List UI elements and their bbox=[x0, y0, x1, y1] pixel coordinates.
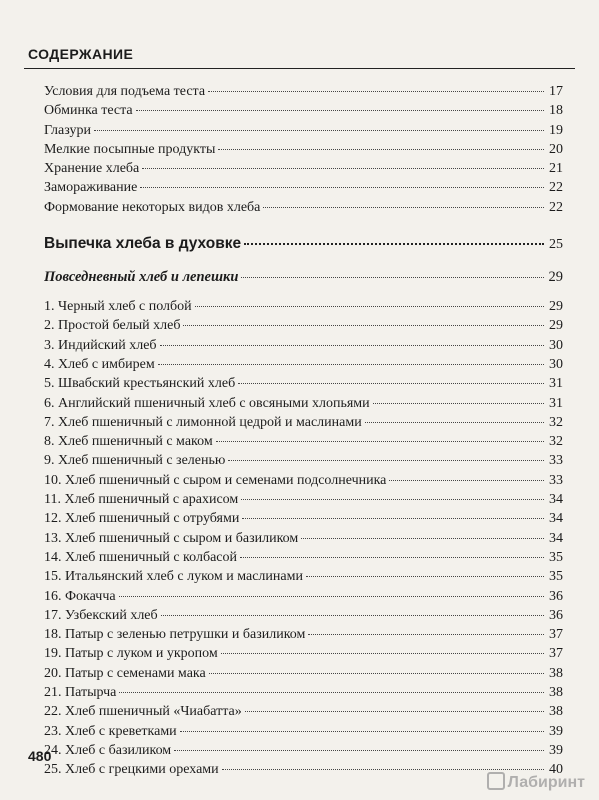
toc-entry-title: 5. Швабский крестьянский хлеб bbox=[44, 376, 236, 392]
toc-entry[interactable] bbox=[44, 374, 563, 393]
toc-entry-title: 7. Хлеб пшеничный с лимонной цедрой и маслинами bbox=[44, 414, 362, 430]
toc-subsection-title: Повседневный хлеб и лепешки bbox=[44, 269, 239, 286]
toc-entry-page: 33 bbox=[549, 472, 563, 488]
toc-entry-page: 18 bbox=[549, 103, 563, 119]
toc-entry[interactable] bbox=[44, 198, 563, 217]
toc-entry-title: 4. Хлеб с имбирем bbox=[44, 356, 155, 372]
toc-entry[interactable] bbox=[44, 159, 563, 178]
watermark bbox=[487, 772, 585, 792]
toc-leader-dots bbox=[174, 750, 544, 751]
running-header: СОДЕРЖАНИЕ bbox=[28, 46, 134, 62]
toc-entry-title: 15. Итальянский хлеб с луком и маслинами bbox=[44, 569, 303, 585]
toc-entry-page: 19 bbox=[549, 122, 563, 138]
toc-entry-title: 12. Хлеб пшеничный с отрубями bbox=[44, 511, 240, 527]
toc-entry[interactable] bbox=[44, 355, 563, 374]
labirint-logo-icon bbox=[487, 772, 505, 790]
toc-entry-page: 39 bbox=[549, 723, 563, 739]
toc-leader-dots bbox=[218, 149, 544, 150]
toc-entry-title: 24. Хлеб с базиликом bbox=[44, 742, 172, 758]
toc-recipe-entries bbox=[44, 297, 563, 779]
toc-entry-title: 1. Черный хлеб с полбой bbox=[44, 299, 192, 315]
toc-leader-dots bbox=[242, 518, 544, 519]
toc-leader-dots bbox=[301, 538, 544, 539]
toc-leader-dots bbox=[241, 277, 544, 278]
toc-entry[interactable] bbox=[44, 82, 563, 101]
toc-leader-dots bbox=[308, 634, 544, 635]
toc-leader-dots bbox=[221, 653, 544, 654]
toc-entry-title: Условия для подъема теста bbox=[44, 84, 206, 99]
toc-entry[interactable] bbox=[44, 140, 563, 159]
toc-entry-title: 25. Хлеб с грецкими орехами bbox=[44, 762, 219, 778]
toc-leader-dots bbox=[209, 673, 544, 674]
toc-leader-dots bbox=[240, 557, 544, 558]
toc-section-title: Выпечка хлеба в духовке bbox=[44, 235, 242, 253]
toc-entry-title: Формование некоторых видов хлеба bbox=[44, 199, 261, 215]
toc-leader-dots bbox=[94, 130, 544, 131]
toc-leader-dots bbox=[142, 168, 544, 169]
toc-leader-dots bbox=[119, 596, 544, 597]
toc-entry-title: 22. Хлеб пшеничный «Чиабатта» bbox=[44, 704, 242, 720]
toc-entry-page: 34 bbox=[549, 530, 563, 546]
toc-entry-page: 32 bbox=[549, 414, 563, 430]
toc-entry[interactable] bbox=[44, 702, 563, 721]
toc-entry[interactable] bbox=[44, 625, 563, 644]
table-of-contents bbox=[44, 82, 563, 780]
toc-entry-title: Обминка теста bbox=[44, 103, 133, 119]
toc-entry-page: 21 bbox=[549, 161, 563, 177]
toc-entry-title: 2. Простой белый хлеб bbox=[44, 318, 181, 334]
toc-entry-page: 37 bbox=[549, 646, 563, 662]
toc-entry-title: 16. Фокачча bbox=[44, 588, 116, 604]
toc-entry[interactable] bbox=[44, 471, 563, 490]
toc-leader-dots bbox=[244, 243, 544, 245]
toc-entry-page: 34 bbox=[549, 492, 563, 508]
toc-entry-page: 37 bbox=[549, 627, 563, 643]
toc-entry-page: 31 bbox=[549, 376, 563, 392]
toc-entry-page: 40 bbox=[549, 762, 563, 778]
toc-entry[interactable] bbox=[44, 509, 563, 528]
toc-leader-dots bbox=[158, 364, 544, 365]
toc-entry[interactable] bbox=[44, 683, 563, 702]
toc-entry[interactable] bbox=[44, 413, 563, 432]
toc-leader-dots bbox=[136, 110, 544, 111]
toc-entry-page: 30 bbox=[549, 337, 563, 353]
toc-leader-dots bbox=[183, 325, 544, 326]
toc-entry[interactable] bbox=[44, 451, 563, 470]
toc-entry-title: 20. Патыр с семенами мака bbox=[44, 665, 206, 681]
toc-entry-page: 38 bbox=[549, 685, 563, 701]
toc-leader-dots bbox=[306, 576, 544, 577]
toc-entry-title: 14. Хлеб пшеничный с колбасой bbox=[44, 549, 237, 565]
toc-subsection-page: 29 bbox=[548, 269, 563, 286]
toc-entry[interactable] bbox=[44, 316, 563, 335]
toc-leader-dots bbox=[263, 207, 544, 208]
toc-entry[interactable] bbox=[44, 548, 563, 567]
toc-entry-title: 10. Хлеб пшеничный с сыром и семенами подсолнечника bbox=[44, 472, 387, 488]
toc-entry-title: 21. Патырча bbox=[44, 685, 117, 701]
toc-entry-page: 30 bbox=[549, 356, 563, 372]
toc-entry-title: 3. Индийский хлеб bbox=[44, 337, 157, 353]
toc-entry-title: Глазури bbox=[44, 122, 91, 138]
toc-entry[interactable] bbox=[44, 336, 563, 355]
toc-top-entries bbox=[44, 82, 563, 217]
toc-leader-dots bbox=[180, 731, 544, 732]
toc-leader-dots bbox=[228, 460, 544, 461]
toc-entry-title: 17. Узбекский хлеб bbox=[44, 607, 158, 623]
toc-entry[interactable] bbox=[44, 606, 563, 625]
toc-entry-title: 18. Патыр с зеленью петрушки и базиликом bbox=[44, 627, 306, 643]
toc-section-page: 25 bbox=[549, 237, 563, 253]
toc-entry-page: 38 bbox=[549, 704, 563, 720]
page-number: 480 bbox=[28, 748, 52, 764]
toc-leader-dots bbox=[389, 480, 544, 481]
toc-entry-page: 39 bbox=[549, 742, 563, 758]
toc-entry[interactable] bbox=[44, 760, 563, 779]
toc-entry[interactable] bbox=[44, 432, 563, 451]
toc-leader-dots bbox=[160, 345, 544, 346]
toc-entry[interactable] bbox=[44, 297, 563, 316]
toc-leader-dots bbox=[119, 692, 544, 693]
toc-entry-title: Хранение хлеба bbox=[44, 161, 140, 177]
toc-leader-dots bbox=[241, 499, 544, 500]
toc-leader-dots bbox=[245, 711, 544, 712]
toc-entry[interactable] bbox=[44, 529, 563, 548]
toc-entry-page: 33 bbox=[549, 453, 563, 469]
toc-leader-dots bbox=[365, 422, 544, 423]
toc-entry-title: 19. Патыр с луком и укропом bbox=[44, 646, 218, 662]
toc-leader-dots bbox=[222, 769, 544, 770]
toc-entry[interactable] bbox=[44, 644, 563, 663]
toc-entry-page: 35 bbox=[549, 569, 563, 585]
toc-leader-dots bbox=[195, 306, 544, 307]
toc-entry[interactable] bbox=[44, 664, 563, 683]
toc-leader-dots bbox=[373, 403, 544, 404]
toc-entry-title: Замораживание bbox=[44, 180, 138, 196]
toc-entry-page: 22 bbox=[549, 199, 563, 215]
watermark-text: Лабиринт bbox=[507, 774, 585, 791]
header-rule bbox=[24, 68, 575, 69]
toc-entry-page: 38 bbox=[549, 665, 563, 681]
toc-subsection[interactable] bbox=[44, 267, 563, 288]
toc-entry[interactable] bbox=[44, 587, 563, 606]
toc-entry[interactable] bbox=[44, 178, 563, 197]
toc-entry-title: 11. Хлеб пшеничный с арахисом bbox=[44, 492, 239, 508]
toc-entry[interactable] bbox=[44, 394, 563, 413]
toc-entry[interactable] bbox=[44, 490, 563, 509]
toc-leader-dots bbox=[140, 187, 544, 188]
toc-entry[interactable] bbox=[44, 722, 563, 741]
toc-entry-page: 22 bbox=[549, 180, 563, 196]
toc-entry-page: 32 bbox=[549, 434, 563, 450]
toc-entry-page: 34 bbox=[549, 511, 563, 527]
toc-entry-page: 36 bbox=[549, 607, 563, 623]
toc-leader-dots bbox=[161, 615, 544, 616]
toc-entry-title: 8. Хлеб пшеничный с маком bbox=[44, 434, 213, 450]
toc-entry-title: 23. Хлеб с креветками bbox=[44, 723, 177, 739]
toc-entry-title: 9. Хлеб пшеничный с зеленью bbox=[44, 453, 226, 469]
toc-entry-page: 29 bbox=[549, 299, 563, 315]
toc-entry-page: 35 bbox=[549, 549, 563, 565]
toc-entry[interactable] bbox=[44, 101, 563, 120]
toc-entry-title: 13. Хлеб пшеничный с сыром и базиликом bbox=[44, 530, 299, 546]
toc-entry-page: 36 bbox=[549, 588, 563, 604]
toc-entry-page: 20 bbox=[549, 141, 563, 157]
toc-section[interactable] bbox=[44, 233, 563, 255]
toc-entry[interactable] bbox=[44, 741, 563, 760]
toc-entry-title: 6. Английский пшеничный хлеб с овсяными хлопьями bbox=[44, 395, 370, 411]
toc-entry-page: 17 bbox=[549, 84, 563, 99]
toc-entry[interactable] bbox=[44, 567, 563, 586]
toc-leader-dots bbox=[208, 91, 544, 92]
toc-entry-page: 31 bbox=[549, 395, 563, 411]
toc-entry-title: Мелкие посыпные продукты bbox=[44, 141, 216, 157]
toc-entry[interactable] bbox=[44, 121, 563, 140]
toc-entry-page: 29 bbox=[549, 318, 563, 334]
toc-leader-dots bbox=[238, 383, 544, 384]
toc-leader-dots bbox=[216, 441, 544, 442]
